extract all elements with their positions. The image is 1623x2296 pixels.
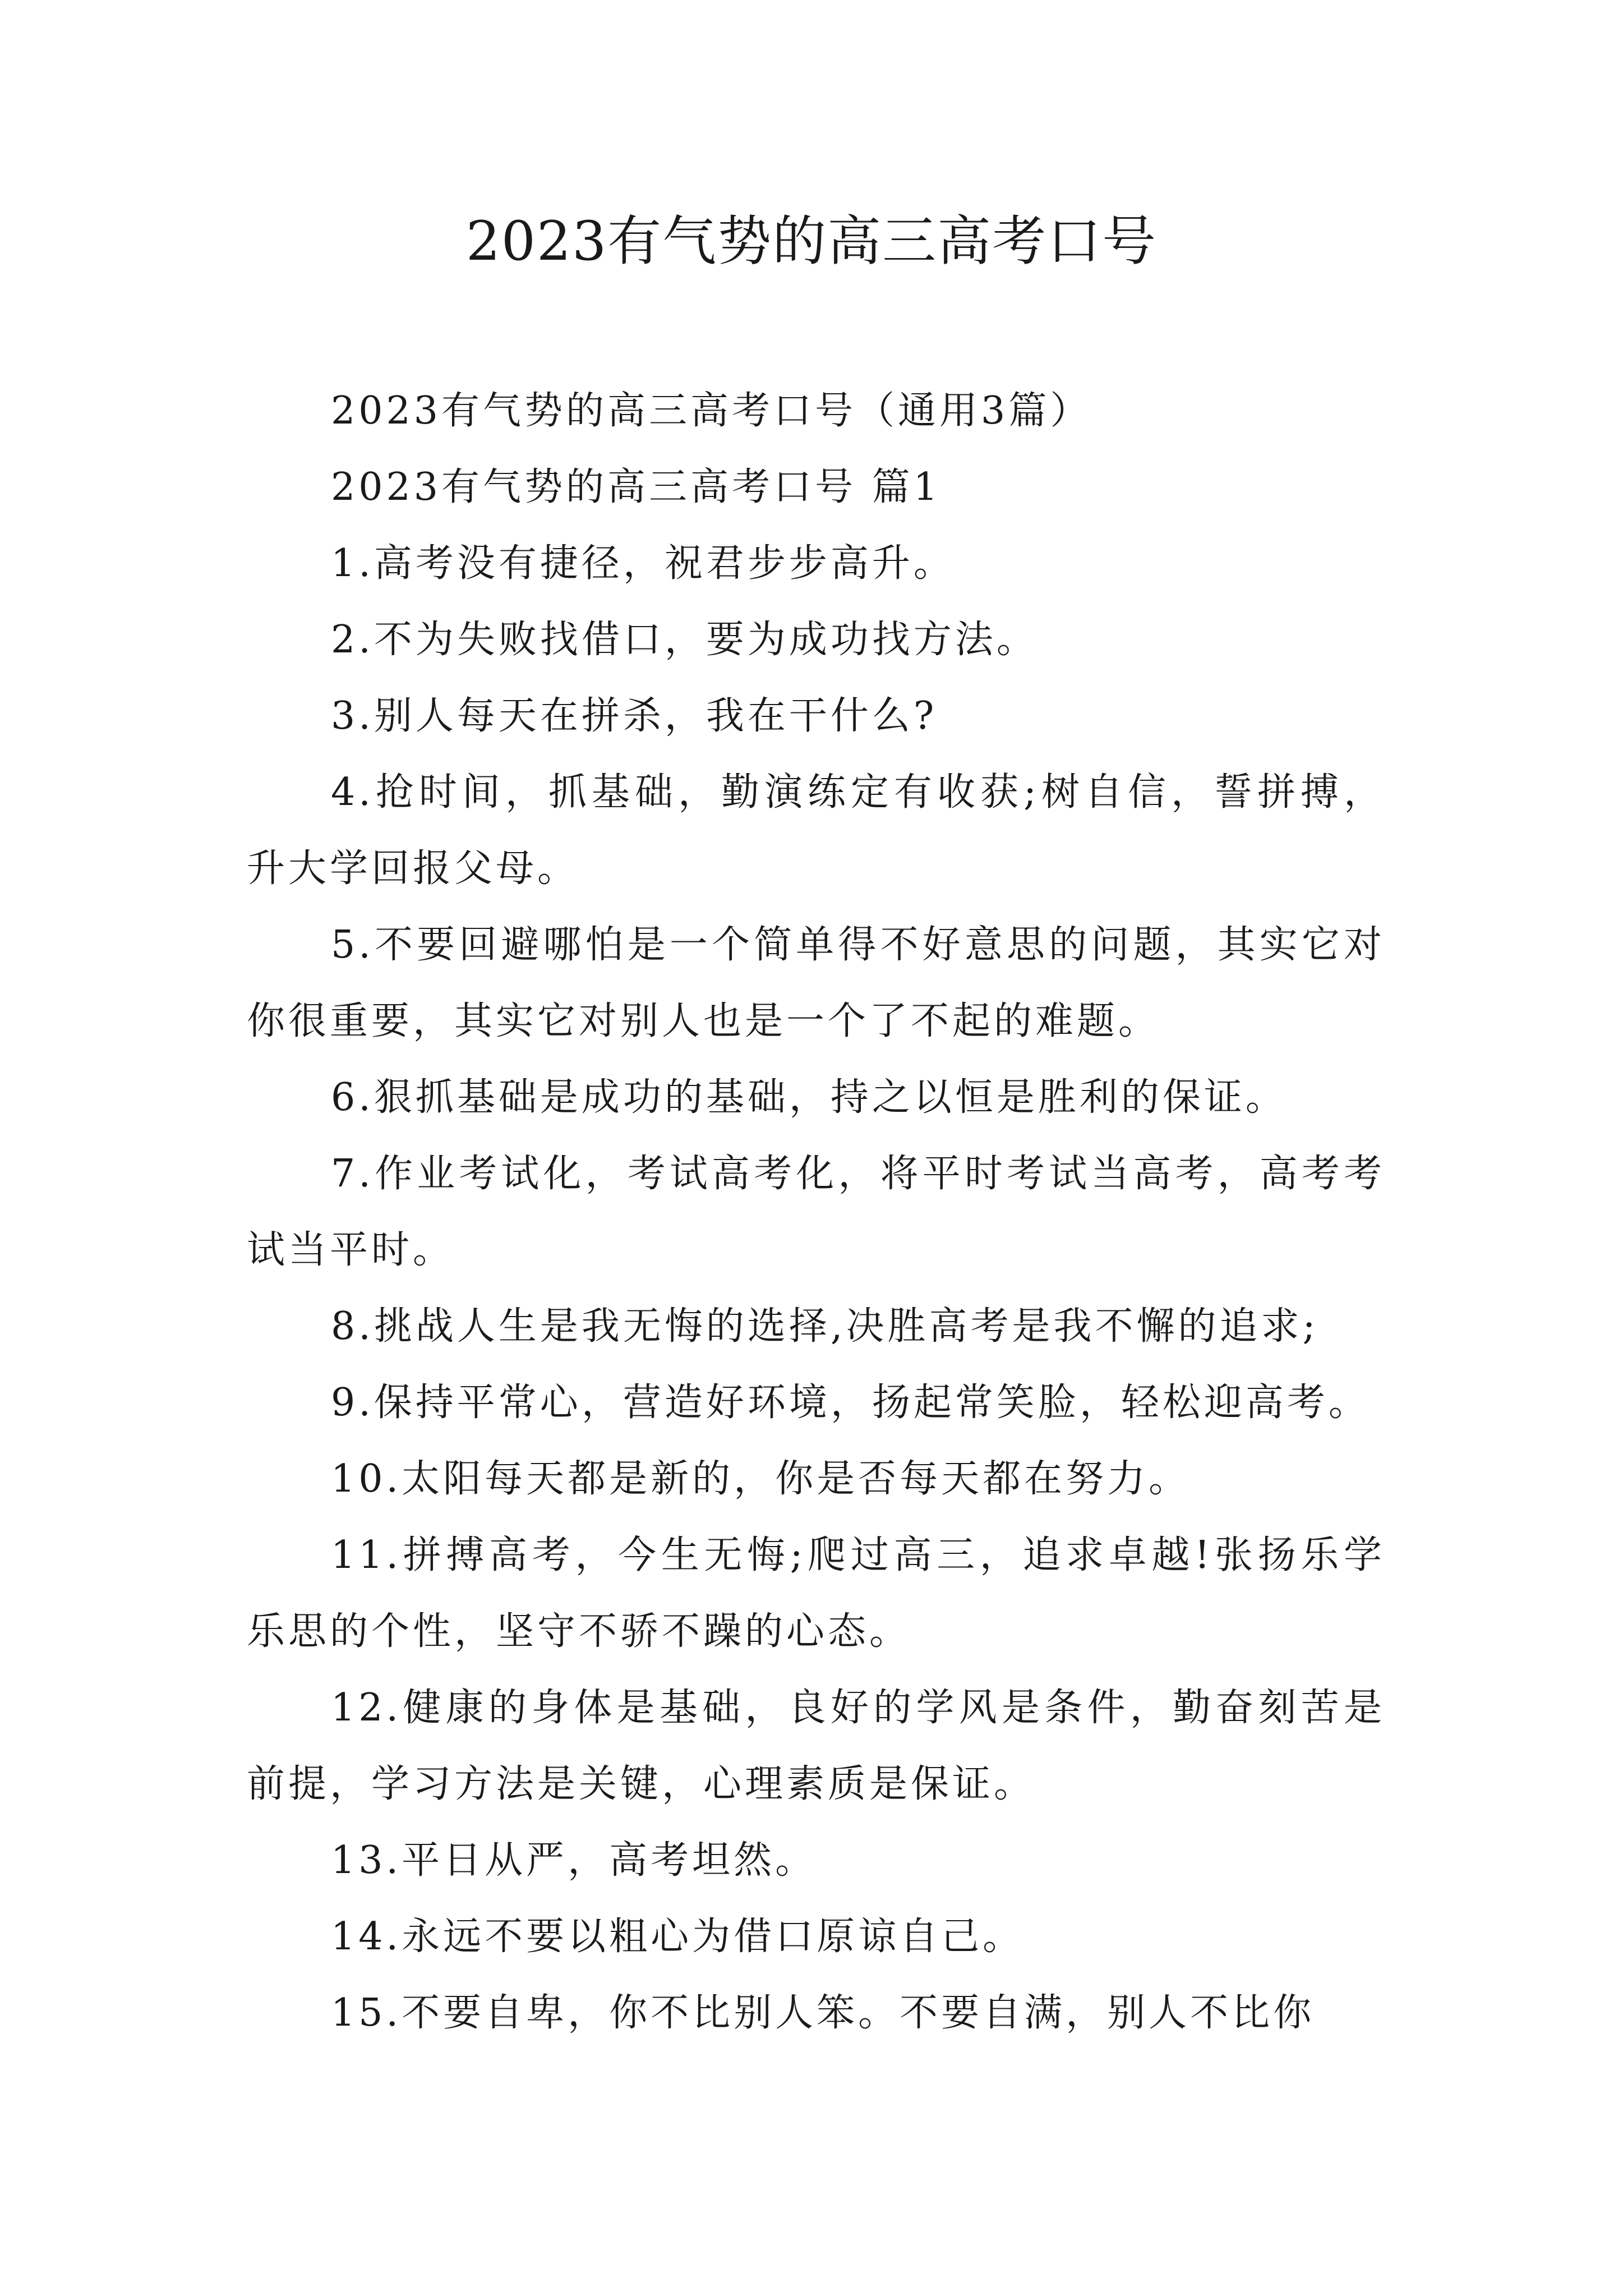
document-title: 2023有气势的高三高考口号 [465,210,1158,273]
slogan-item-8: 8.挑战人生是我无悔的选择,决胜高考是我不懈的追求; [331,1304,1319,1349]
slogan-item-13: 13.平日从严，高考坦然。 [331,1838,817,1883]
slogan-item-9: 9.保持平常心，营造好环境，扬起常笑脸，轻松迎高考。 [331,1381,1370,1425]
slogan-item-5: 5.不要回避哪怕是一个简单得不好意思的问题，其实它对你很重要，其实它对别人也是一个了不起的难题。 [247,923,1385,1043]
slogan-item-10: 10.太阳每天都是新的，你是否每天都在努力。 [331,1457,1191,1501]
paragraph-subtitle: 2023有气势的高三高考口号（通用3篇） [331,389,1092,433]
slogan-item-15: 15.不要自卑，你不比别人笨。不要自满，别人不比你 [331,1991,1315,2035]
document-body [247,373,1385,2051]
slogan-item-4: 4.抢时间，抓基础，勤演练定有收获;树自信，誓拼搏，升大学回报父母。 [247,770,1385,891]
slogan-item-7: 7.作业考试化，考试高考化，将平时考试当高考，高考考试当平时。 [247,1152,1385,1272]
slogan-item-6: 6.狠抓基础是成功的基础，持之以恒是胜利的保证。 [331,1075,1287,1120]
slogan-item-2: 2.不为失败找借口，要为成功找方法。 [331,618,1038,662]
slogan-item-1: 1.高考没有捷径，祝君步步高升。 [331,541,955,586]
paragraph-section-heading: 2023有气势的高三高考口号 篇1 [331,465,941,509]
slogan-item-11: 11.拼搏高考，今生无悔;爬过高三，追求卓越!张扬乐学乐思的个性，坚守不骄不躁的心态。 [247,1533,1385,1654]
slogan-item-14: 14.永远不要以粗心为借口原谅自己。 [331,1915,1025,1959]
slogan-item-12: 12.健康的身体是基础，良好的学风是条件，勤奋刻苦是前提，学习方法是关键，心理素质是保证。 [247,1686,1385,1806]
slogan-item-3: 3.别人每天在拼杀，我在干什么? [331,694,938,738]
